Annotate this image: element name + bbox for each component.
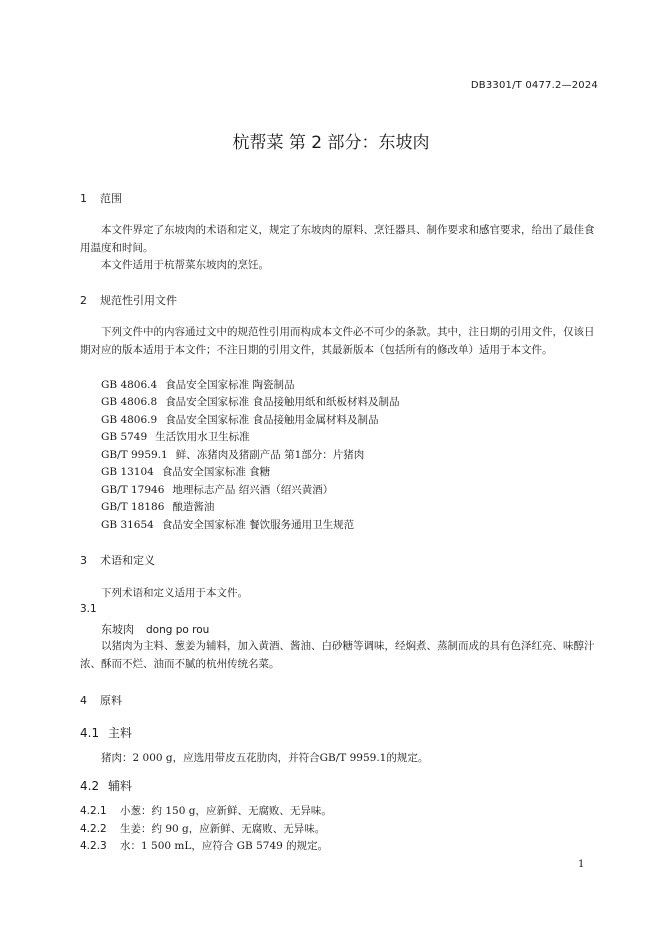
reference-item (101, 482, 333, 497)
reference-title: 地理标志产品 绍兴酒（绍兴黄酒） (172, 484, 334, 496)
reference-item (101, 517, 354, 532)
reference-title: 食品安全国家标准 食品接触用金属材料及制品 (165, 414, 379, 426)
reference-title: 酿造酱油 (172, 501, 215, 513)
section-number: 1 (80, 192, 87, 205)
section-title: 规范性引用文件 (100, 294, 177, 307)
reference-title: 食品安全国家标准 食糖 (161, 466, 271, 478)
clause-number: 4.2.2 (80, 823, 107, 835)
section-number: 2 (80, 294, 87, 307)
reference-item (101, 464, 270, 479)
reference-title: 食品安全国家标准 餐饮服务通用卫生规范 (161, 519, 355, 531)
reference-code: GB 4806.4 (101, 379, 158, 391)
term-number: 3.1 (80, 603, 97, 615)
section-title: 范围 (100, 192, 122, 205)
section-number: 4 (80, 694, 87, 707)
term-english: dong po rou (146, 624, 210, 636)
document-number: DB3301/T 0477.2—2024 (470, 80, 598, 91)
reference-code: GB/T 18186 (101, 501, 165, 513)
subsection-4-2-heading (80, 777, 132, 794)
reference-item (101, 447, 364, 462)
section-3-intro: 下列术语和定义适用于本文件。 (101, 587, 248, 599)
clause-text: 生姜：约 90 g，应新鲜、无腐败、无异味。 (120, 823, 326, 835)
subsection-4-1-heading (80, 724, 132, 741)
page-number: 1 (578, 859, 585, 870)
reference-code: GB 4806.9 (101, 414, 158, 426)
term-entry (101, 621, 209, 637)
term-chinese: 东坡肉 (101, 623, 134, 636)
section-4-heading (80, 692, 122, 708)
section-title: 术语和定义 (100, 554, 155, 567)
section-number: 3 (80, 554, 87, 567)
section-title: 原料 (100, 694, 122, 707)
reference-code: GB/T 17946 (101, 484, 165, 496)
section-2-heading (80, 292, 177, 308)
reference-title: 食品安全国家标准 食品接触用纸和纸板材料及制品 (165, 396, 400, 408)
subsection-number: 4.2 (80, 779, 100, 793)
clause-item (80, 803, 332, 818)
clause-text: 小葱：约 150 g，应新鲜、无腐败、无异味。 (120, 805, 332, 817)
section-1-paragraph-2: 本文件适用于杭帮菜东坡肉的烹饪。 (101, 259, 269, 271)
section-3-heading (80, 552, 155, 568)
reference-code: GB/T 9959.1 (101, 449, 168, 461)
reference-title: 鲜、冻猪肉及猪副产品 第1部分：片猪肉 (175, 449, 365, 461)
clause-item (80, 821, 325, 836)
subsection-title: 主料 (108, 726, 133, 740)
reference-code: GB 13104 (101, 466, 154, 478)
section-2-intro: 下列文件中的内容通过文中的规范性引用而构成本文件必不可少的条款。其中，注日期的引用文件，仅该日期对应的版本适用于本文件；不注日期的引用文件，其最新版本（包括所有的修改单）适用于本文件。 (80, 326, 595, 356)
subsection-4-1-text: 猪肉：2 000 g，应选用带皮五花肋肉，并符合GB/T 9959.1的规定。 (101, 752, 429, 764)
document-title: 杭帮菜 第 2 部分：东坡肉 (232, 133, 430, 153)
clause-text: 水：1 500 mL，应符合 GB 5749 的规定。 (120, 840, 329, 852)
reference-title: 生活饮用水卫生标准 (155, 431, 250, 443)
reference-item (101, 499, 214, 514)
reference-code: GB 4806.8 (101, 396, 158, 408)
term-definition: 以猪肉为主料、葱姜为辅料，加入黄酒、酱油、白砂糖等调味，经焖煮、蒸制而成的具有色泽红亮、味醇汁浓、酥而不烂、油而不腻的杭州传统名菜。 (80, 640, 595, 670)
reference-code: GB 5749 (101, 431, 148, 443)
section-1-heading (80, 190, 122, 206)
clause-item (80, 838, 328, 853)
reference-code: GB 31654 (101, 519, 154, 531)
reference-item (101, 377, 295, 392)
subsection-number: 4.1 (80, 726, 100, 740)
section-1-paragraph-1: 本文件界定了东坡肉的术语和定义，规定了东坡肉的原料、烹饪器具、制作要求和感官要求，给出了最佳食用温度和时间。 (80, 224, 595, 254)
reference-title: 食品安全国家标准 陶瓷制品 (165, 379, 295, 391)
reference-item (101, 412, 379, 427)
clause-number: 4.2.3 (80, 840, 107, 852)
reference-item (101, 429, 250, 444)
subsection-title: 辅料 (108, 779, 133, 793)
clause-number: 4.2.1 (80, 805, 107, 817)
reference-item (101, 394, 400, 409)
